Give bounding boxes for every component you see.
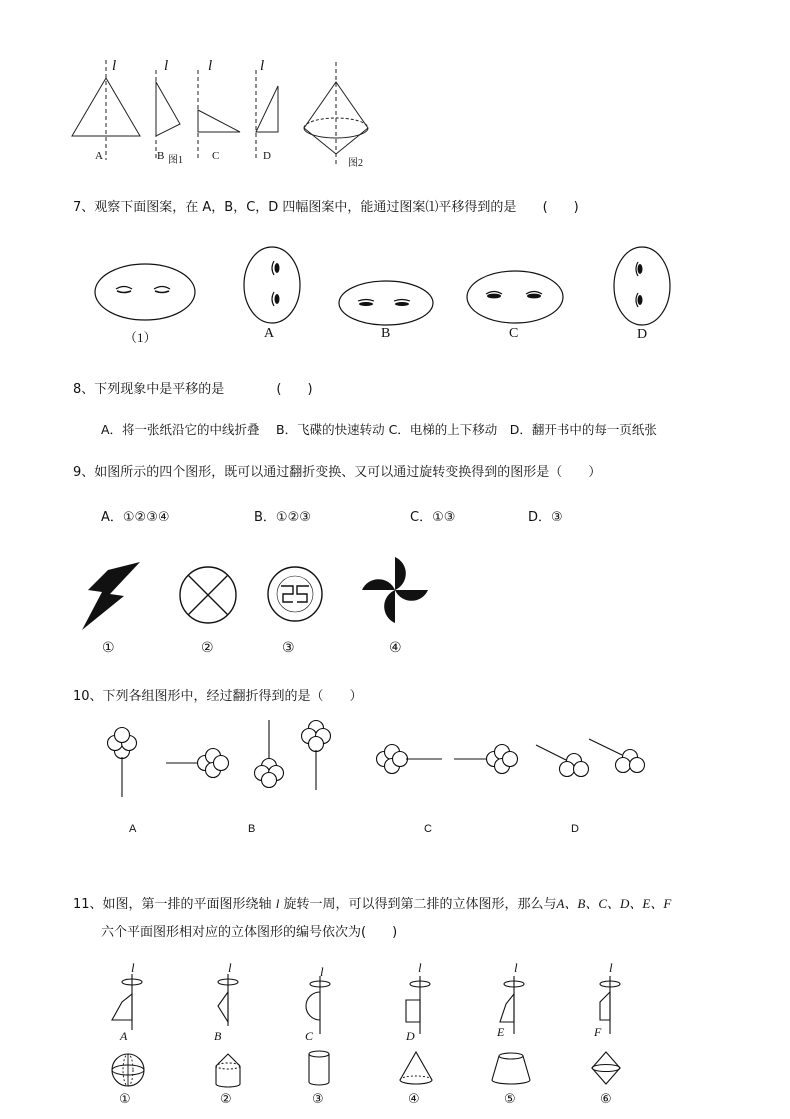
q11-solid-label-6: ⑥ <box>600 1092 612 1107</box>
q9-option-d: D．③ <box>528 510 563 525</box>
q11-plane-d <box>396 966 436 1036</box>
q10-label-b: B <box>248 823 256 835</box>
q11-solid-cone <box>396 1048 436 1088</box>
q7-label-c: C <box>509 326 519 341</box>
q11-solid-double-cone <box>588 1048 624 1088</box>
q11-question-line2: 六个平面图形相对应的立体图形的编号依次为( ) <box>101 925 398 940</box>
q7-label-1: （1） <box>124 330 157 345</box>
q11-axis-label-d: l <box>418 960 422 975</box>
q7-figure-d <box>612 246 672 326</box>
q6-triangle-b <box>150 70 190 160</box>
q9-figure-pinwheel <box>360 555 430 625</box>
q11-plane-c <box>298 966 338 1036</box>
q11-label-a: A <box>120 1029 128 1043</box>
q7-label-b: B <box>381 326 391 341</box>
q9-label-3: ③ <box>282 640 295 656</box>
q8-question <box>73 378 313 397</box>
q6-label-a: A <box>95 150 103 162</box>
q6-triangle-c <box>192 70 244 160</box>
q9-option-c: C．①③ <box>410 510 456 525</box>
q11-text-a: 11、如图，第一排的平面图形绕轴 <box>73 897 276 912</box>
q6-cone-figure <box>296 62 380 166</box>
q7-figure-1 <box>94 262 196 322</box>
q11-label-c: C <box>305 1029 314 1043</box>
q6-triangle-d <box>246 70 286 160</box>
q6-axis-label-a: l <box>112 58 117 74</box>
q11-axis-label-e: l <box>514 960 518 975</box>
q9-question-text: 9、如图所示的四个图形，既可以通过翻折变换、又可以通过旋转变换得到的图形是（ ） <box>73 465 602 480</box>
q9-option-b: B．①②③ <box>254 510 311 525</box>
q10-figure-d <box>534 735 654 785</box>
q9-label-1: ① <box>102 640 115 656</box>
q6-fig2-label: 图2 <box>348 158 363 169</box>
q11-solid-label-2: ② <box>220 1092 232 1107</box>
q11-solid-cylinder <box>304 1048 334 1088</box>
q6-axis-label-d: l <box>260 58 265 74</box>
q10-label-a: A <box>129 823 137 835</box>
q11-solid-sphere <box>108 1050 148 1090</box>
q6-label-b: B <box>157 150 165 162</box>
q11-label-f: F <box>594 1025 602 1039</box>
q11-text-b: 旋转一周，可以得到第二排的立体图形，那么与 <box>279 897 557 912</box>
q11-letters: A、B、C、D、E、F <box>556 896 672 911</box>
q7-figure-a <box>242 246 302 324</box>
q11-axis-label-a: l <box>131 960 135 975</box>
q10-figure-a <box>100 725 250 805</box>
q9-label-2: ② <box>201 640 214 656</box>
q11-question-line1 <box>73 893 671 912</box>
q7-label-a: A <box>264 326 275 341</box>
q10-figure-b <box>250 718 340 798</box>
q10-label-d: D <box>571 823 579 835</box>
q9-figure-circle-x <box>178 565 238 625</box>
q9-figure-circle-pattern <box>266 565 324 623</box>
q8-answer-paren: ( ) <box>276 382 313 397</box>
q11-solid-label-4: ④ <box>408 1092 420 1107</box>
q6-label-c: C <box>212 150 220 162</box>
q10-figure-c <box>372 735 522 785</box>
q7-question-text: 7、观察下面图案，在 A，B，C，D 四幅图案中，能通过图案⑴平移得到的是 <box>73 200 517 215</box>
q11-solid-label-1: ① <box>119 1092 131 1107</box>
q8-question-text: 8、下列现象中是平移的是 <box>73 382 225 397</box>
q9-figure-lightning <box>80 560 144 632</box>
q8-options: A．将一张纸沿它的中线折叠 B．飞碟的快速转动 C．电梯的上下移动 D．翻开书中的每一页纸张 <box>101 422 657 437</box>
q6-label-d: D <box>263 150 271 162</box>
q11-plane-a <box>108 966 148 1030</box>
q6-triangle-a <box>68 60 148 160</box>
q11-solid-frustum <box>488 1050 534 1088</box>
q11-axis-label-b: l <box>228 960 232 975</box>
q11-solid-label-3: ③ <box>312 1092 324 1107</box>
q11-label-b: B <box>214 1029 222 1043</box>
q10-label-c: C <box>424 823 432 835</box>
q6-axis-label-b: l <box>164 58 169 74</box>
q11-label-e: E <box>497 1025 505 1039</box>
q7-figure-c <box>466 270 564 324</box>
q11-axis-label-f: l <box>609 960 613 975</box>
q11-solid-cone-cylinder <box>210 1050 246 1090</box>
q11-label-d: D <box>406 1029 415 1043</box>
q10-question-text: 10、下列各组图形中，经过翻折得到的是（ ） <box>73 689 363 704</box>
q7-figure-b <box>338 280 434 326</box>
q11-solid-label-5: ⑤ <box>504 1092 516 1107</box>
q6-axis-label-c: l <box>208 58 213 74</box>
q7-answer-paren: ( ) <box>542 200 579 215</box>
q7-label-d: D <box>637 327 648 342</box>
q7-question <box>73 196 579 215</box>
q9-label-4: ④ <box>389 640 402 656</box>
q11-plane-b <box>206 966 246 1030</box>
q11-axis-text: l <box>275 896 280 911</box>
q11-axis-label-c: l <box>320 964 324 979</box>
q6-fig1-label: 图1 <box>168 155 183 166</box>
q9-option-a: A．①②③④ <box>101 510 170 525</box>
